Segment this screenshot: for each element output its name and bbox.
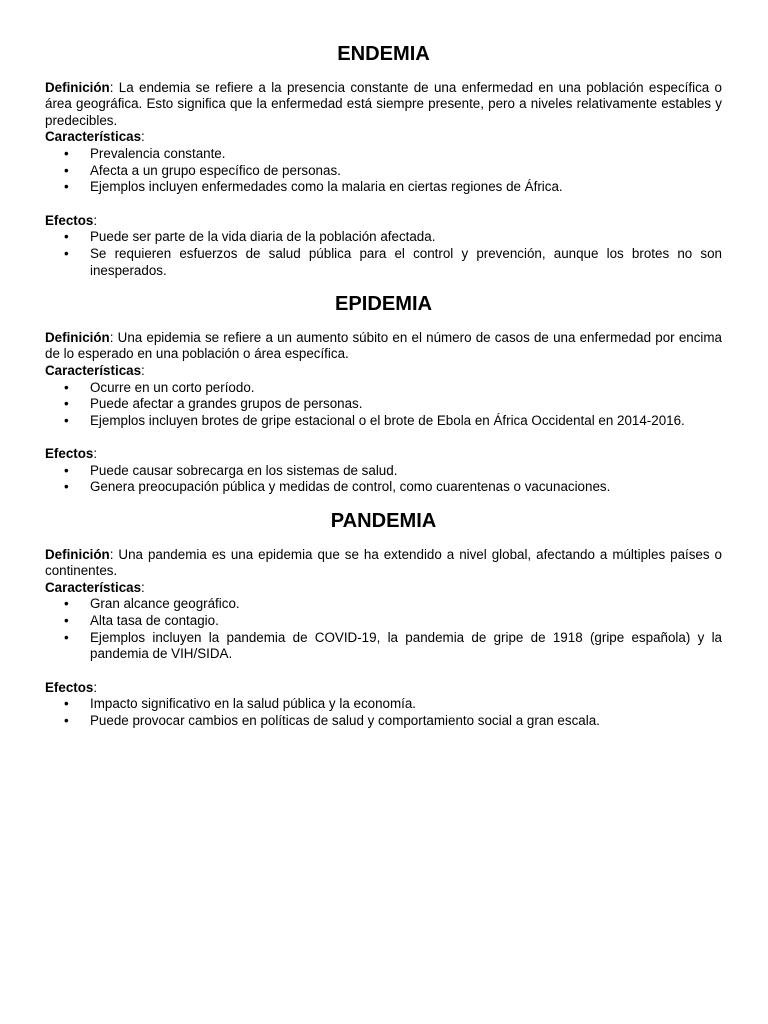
list-item	[45, 146, 722, 163]
effects-label: Efectos	[45, 679, 94, 695]
list-item	[45, 179, 722, 196]
characteristics-list-epidemia	[45, 380, 722, 430]
heading-colon: :	[141, 129, 145, 145]
section-title-endemia: ENDEMIA	[337, 43, 430, 65]
list-item-text: Ocurre en un corto período.	[90, 379, 255, 395]
bullet-icon: •	[64, 245, 69, 261]
heading-colon: :	[93, 679, 98, 695]
characteristics-label: Características	[45, 362, 142, 378]
bullet-icon: •	[64, 229, 69, 245]
bullet-icon: •	[64, 462, 69, 478]
characteristics-heading-epidemia	[45, 363, 722, 380]
effects-list-pandemia	[45, 696, 722, 729]
list-item	[45, 630, 722, 663]
list-item	[45, 713, 722, 730]
list-item	[45, 696, 722, 713]
heading-colon: :	[141, 579, 145, 595]
list-item	[45, 246, 722, 279]
list-item-text: Puede causar sobrecarga en los sistemas de salud.	[90, 462, 398, 478]
characteristics-heading-endemia	[45, 129, 722, 146]
bullet-icon: •	[64, 162, 69, 178]
characteristics-label: Características	[45, 579, 142, 595]
definition-text: : La endemia se refiere a la presencia constante de una enfermedad en una población específica o área geográfica. Esto significa que la enfermedad está siempre presente, pero a niveles relativamente estables y predecibles.	[45, 79, 722, 128]
effects-heading-epidemia	[45, 446, 722, 463]
definition-endemia	[45, 80, 722, 130]
bullet-icon: •	[64, 696, 69, 712]
effects-heading-endemia	[45, 213, 722, 230]
characteristics-list-pandemia	[45, 596, 722, 662]
list-item-text: Puede ser parte de la vida diaria de la población afectada.	[90, 229, 436, 245]
list-item	[45, 396, 722, 413]
list-item	[45, 413, 722, 430]
list-item-text: Puede afectar a grandes grupos de personas.	[90, 396, 363, 412]
bullet-icon: •	[64, 179, 69, 195]
list-item-text: Se requieren esfuerzos de salud pública para el control y prevención, aunque los brotes no son inesperados.	[90, 245, 722, 278]
list-item	[45, 479, 722, 496]
definition-label: Definición	[45, 546, 110, 562]
characteristics-heading-pandemia	[45, 580, 722, 597]
definition-epidemia	[45, 330, 722, 363]
heading-colon: :	[141, 362, 145, 378]
heading-colon: :	[93, 446, 98, 462]
list-item-text: Gran alcance geográfico.	[90, 596, 240, 612]
list-item-text: Afecta a un grupo específico de personas.	[90, 162, 341, 178]
list-item	[45, 163, 722, 180]
characteristics-list-endemia	[45, 146, 722, 196]
bullet-icon: •	[64, 396, 69, 412]
bullet-icon: •	[64, 379, 69, 395]
list-item	[45, 380, 722, 397]
list-item-text: Ejemplos incluyen brotes de gripe estacional o el brote de Ebola en África Occidental en 2014-2016.	[90, 412, 685, 428]
list-item-text: Prevalencia constante.	[90, 145, 226, 161]
definition-text: : Una epidemia se refiere a un aumento súbito en el número de casos de una enfermedad por encima de lo esperado en una población o área específica.	[45, 329, 722, 362]
list-item	[45, 229, 722, 246]
definition-label: Definición	[45, 79, 110, 95]
bullet-icon: •	[64, 412, 69, 428]
effects-heading-pandemia	[45, 680, 722, 697]
effects-list-epidemia	[45, 463, 722, 496]
section-title-pandemia: PANDEMIA	[330, 510, 437, 533]
bullet-icon: •	[64, 479, 69, 495]
definition-label: Definición	[45, 329, 110, 345]
characteristics-label: Características	[45, 129, 142, 145]
list-item-text: Ejemplos incluyen enfermedades como la malaria en ciertas regiones de África.	[90, 179, 563, 195]
effects-list-endemia	[45, 229, 722, 279]
list-item-text: Alta tasa de contagio.	[90, 613, 219, 629]
bullet-icon: •	[64, 629, 69, 645]
bullet-icon: •	[64, 145, 69, 161]
effects-label: Efectos	[45, 446, 94, 462]
bullet-icon: •	[64, 596, 69, 612]
list-item-text: Ejemplos incluyen la pandemia de COVID-19, la pandemia de gripe de 1918 (gripe española) y la pandemia de VIH/SIDA.	[90, 629, 722, 662]
list-item	[45, 463, 722, 480]
definition-text: : Una pandemia es una epidemia que se ha extendido a nivel global, afectando a múltiples países o continentes.	[45, 546, 722, 579]
list-item-text: Puede provocar cambios en políticas de salud y comportamiento social a gran escala.	[90, 713, 600, 728]
list-item-text: Genera preocupación pública y medidas de control, como cuarentenas o vacunaciones.	[90, 479, 611, 495]
heading-colon: :	[93, 212, 98, 228]
effects-label: Efectos	[45, 212, 94, 228]
list-item	[45, 596, 722, 613]
definition-pandemia	[45, 547, 722, 580]
bullet-icon: •	[64, 713, 69, 728]
section-title-epidemia: EPIDEMIA	[334, 293, 433, 316]
list-item	[45, 613, 722, 630]
list-item-text: Impacto significativo en la salud pública y la economía.	[90, 696, 417, 712]
bullet-icon: •	[64, 613, 69, 629]
